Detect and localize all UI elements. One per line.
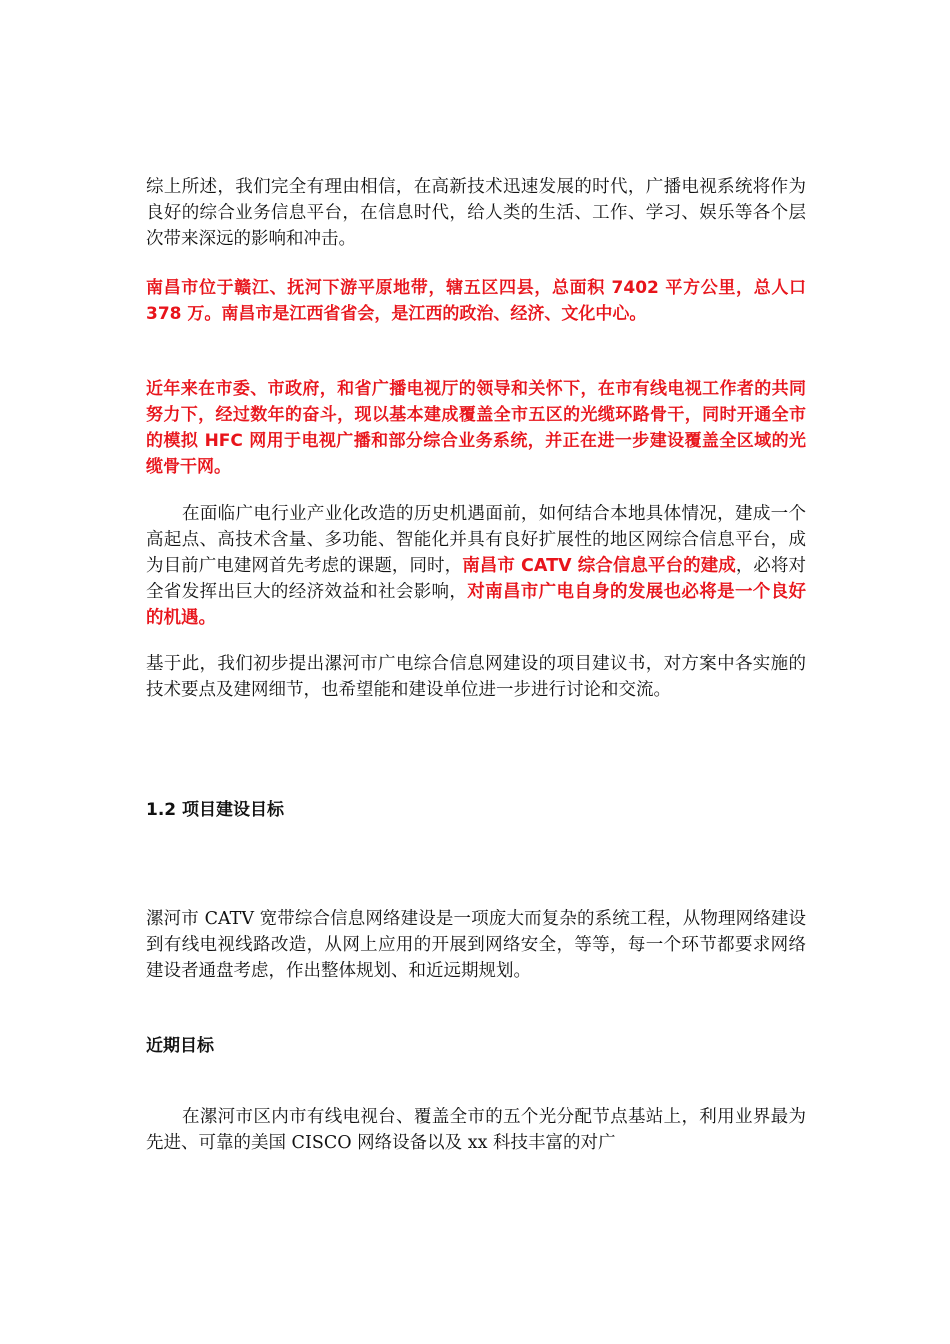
paragraph-proposal: 基于此，我们初步提出漯河市广电综合信息网建设的项目建议书，对方案中各实施的技术要点及建网细节，也希望能和建设单位进一步进行讨论和交流。	[146, 654, 806, 700]
opportunity-highlight-b: 对南昌市广电自身的发展也必将是一个良好的机遇。	[146, 582, 806, 628]
paragraph-catv-overview: 漯河市 CATV 宽带综合信息网络建设是一项庞大而复杂的系统工程，从物理网络建设到有线电视线路改造，从网上应用的开展到网络安全，等等，每一个环节都要求网络建设者通盘考虑，作出整体规划、和近远期规划。	[146, 909, 806, 981]
section-heading-short-term: 近期目标	[146, 1036, 214, 1056]
opportunity-text-b: ，必将对全省发挥出巨大的经济效益和社会影响，	[146, 556, 807, 602]
opportunity-text-a: 在面临广电行业产业化改造的历史机遇面前，如何结合本地具体情况，建成一个高起点、高技术含量、多功能、智能化并具有良好扩展性的地区网综合信息平台，成为目前广电建网首先考虑的课题，同时，	[146, 504, 806, 576]
section-heading-project-goals: 1.2 项目建设目标	[146, 800, 285, 820]
paragraph-nanchang-intro: 南昌市位于赣江、抚河下游平原地带，辖五区四县，总面积 7402 平方公里，总人口 378 万。南昌市是江西省省会，是江西的政治、经济、文化中心。	[146, 278, 806, 324]
paragraph-summary: 综上所述，我们完全有理由相信，在高新技术迅速发展的时代，广播电视系统将作为良好的综合业务信息平台，在信息时代，给人类的生活、工作、学习、娱乐等各个层次带来深远的影响和冲击。	[146, 177, 806, 249]
paragraph-nanchang-network: 近年来在市委、市政府，和省广播电视厅的领导和关怀下，在市有线电视工作者的共同努力下，经过数年的奋斗，现以基本建成覆盖全市五区的光缆环路骨干，同时开通全市的模拟 HFC 网用于电视广播和部分综合业务系统，并正在进一步建设覆盖全区域的光缆骨干网。	[146, 379, 806, 477]
paragraph-opportunity	[146, 501, 806, 631]
opportunity-highlight-a: 南昌市 CATV 综合信息平台的建成	[462, 556, 736, 576]
paragraph-short-term-plan: 在漯河市区内市有线电视台、覆盖全市的五个光分配节点基站上，利用业界最为先进、可靠的美国 CISCO 网络设备以及 xx 科技丰富的对广	[146, 1107, 806, 1153]
